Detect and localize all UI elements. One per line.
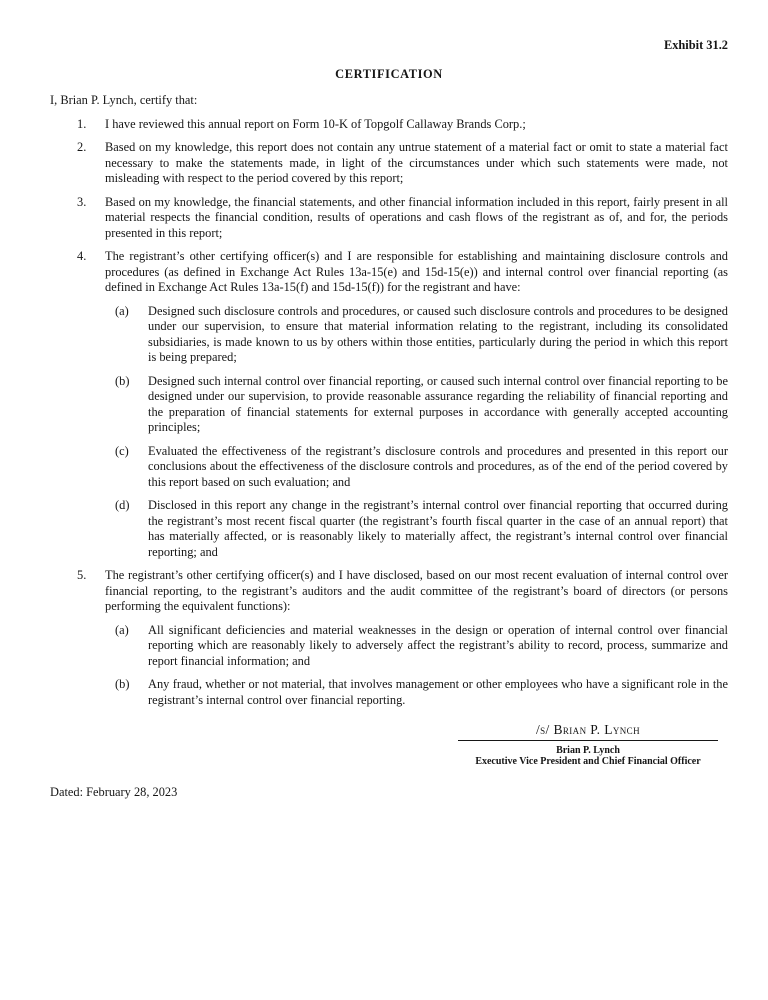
item-number: 3. xyxy=(77,194,87,209)
item-text: The registrant’s other certifying officer(s) and I are responsible for establishing and maintaining disclosure controls and procedures (as defined in Exchange Act Rules 13a-15(e) and 15d-15(e)) and internal control over financial reporting (as defined in Exchange Act Rules 13a-15(f) and 15d-15(f)) for the registrant and have: xyxy=(105,249,728,294)
subitem-text: Designed such disclosure controls and procedures, or caused such disclosure controls and procedures to be designed under our supervision, to ensure that material information relating to the registrant, including its consolidated subsidiaries, is made known to us by others within those entities, particularly during the period in which this report is being prepared; xyxy=(148,303,728,364)
subitem-number: (b) xyxy=(115,677,130,691)
list-item-3 xyxy=(50,195,728,242)
list-subitem-4a xyxy=(50,304,728,366)
subitem-text: Designed such internal control over financial reporting, or caused such internal control over financial reporting to be designed under our supervision, to provide reasonable assurance regarding the reliability of financial reporting and the preparation of financial statements for external purposes in accordance with generally accepted accounting principles; xyxy=(148,373,728,434)
item-text: Based on my knowledge, the financial statements, and other financial information included in this report, fairly present in all material respects the financial condition, results of operations and cash flows of the registrant as of, and for, the periods presented in this report; xyxy=(105,194,728,240)
item-number: 5. xyxy=(77,568,87,582)
list-subitem-4c xyxy=(50,444,728,491)
list-subitem-5b xyxy=(50,677,728,708)
list-subitem-4b xyxy=(50,374,728,436)
dated-line: Dated: February 28, 2023 xyxy=(50,784,178,799)
subitem-number: (a) xyxy=(115,622,129,637)
subitem-number: (d) xyxy=(115,498,130,512)
signatory-name: Brian P. Lynch xyxy=(556,744,620,756)
item-number: 4. xyxy=(77,249,87,263)
subitem-text: Evaluated the effectiveness of the registrant’s disclosure controls and procedures and presented in this report our conclusions about the effectiveness of the disclosure controls and procedures, as of the end of the period covered by this report based on such evaluation; and xyxy=(148,443,728,489)
subitem-text: All significant deficiencies and material weaknesses in the design or operation of internal control over financial reporting which are reasonably likely to adversely affect the registrant’s ability to record, process, summarize and report financial information; and xyxy=(148,622,728,668)
subitem-text: Disclosed in this report any change in the registrant’s internal control over financial reporting that occurred during the registrant’s most recent fiscal quarter (the registrant’s fourth fiscal quarter in the case of an annual report) that has materially affected, or is reasonably likely to materially affect, the registrant’s internal control over financial reporting; and xyxy=(148,498,728,559)
list-item-5 xyxy=(50,568,728,615)
item-text: I have reviewed this annual report on Form 10-K of Topgolf Callaway Brands Corp.; xyxy=(105,116,526,131)
signature-line: /s/ Brian P. Lynch xyxy=(458,722,718,741)
exhibit-label: Exhibit 31.2 xyxy=(663,38,728,52)
item-number: 1. xyxy=(77,116,87,131)
subitem-number: (c) xyxy=(115,443,129,458)
signatory-title: Executive Vice President and Chief Financial Officer xyxy=(475,756,701,767)
document-title: CERTIFICATION xyxy=(335,66,443,81)
item-text: Based on my knowledge, this report does not contain any untrue statement of a material fact or omit to state a material fact necessary to make the statements made, in light of the circumstances under which such statements were made, not misleading with respect to the period covered by this report; xyxy=(105,140,728,185)
signature-block xyxy=(458,722,718,768)
subitem-number: (b) xyxy=(115,373,130,388)
subitem-text: Any fraud, whether or not material, that involves management or other employees who have a significant role in the registrant’s internal control over financial reporting. xyxy=(148,677,728,707)
item-text: The registrant’s other certifying officer(s) and I have disclosed, based on our most recent evaluation of internal control over financial reporting, to the registrant’s auditors and the audit committee of the registrant’s board of directors (or persons performing the equivalent functions): xyxy=(105,568,728,613)
subitem-number: (a) xyxy=(115,303,129,318)
list-item-1 xyxy=(50,117,728,133)
list-item-4 xyxy=(50,249,728,296)
item-number: 2. xyxy=(77,140,87,154)
list-subitem-4d xyxy=(50,498,728,560)
list-item-2 xyxy=(50,140,728,187)
list-subitem-5a xyxy=(50,623,728,670)
intro-text: I, Brian P. Lynch, certify that: xyxy=(50,93,198,107)
